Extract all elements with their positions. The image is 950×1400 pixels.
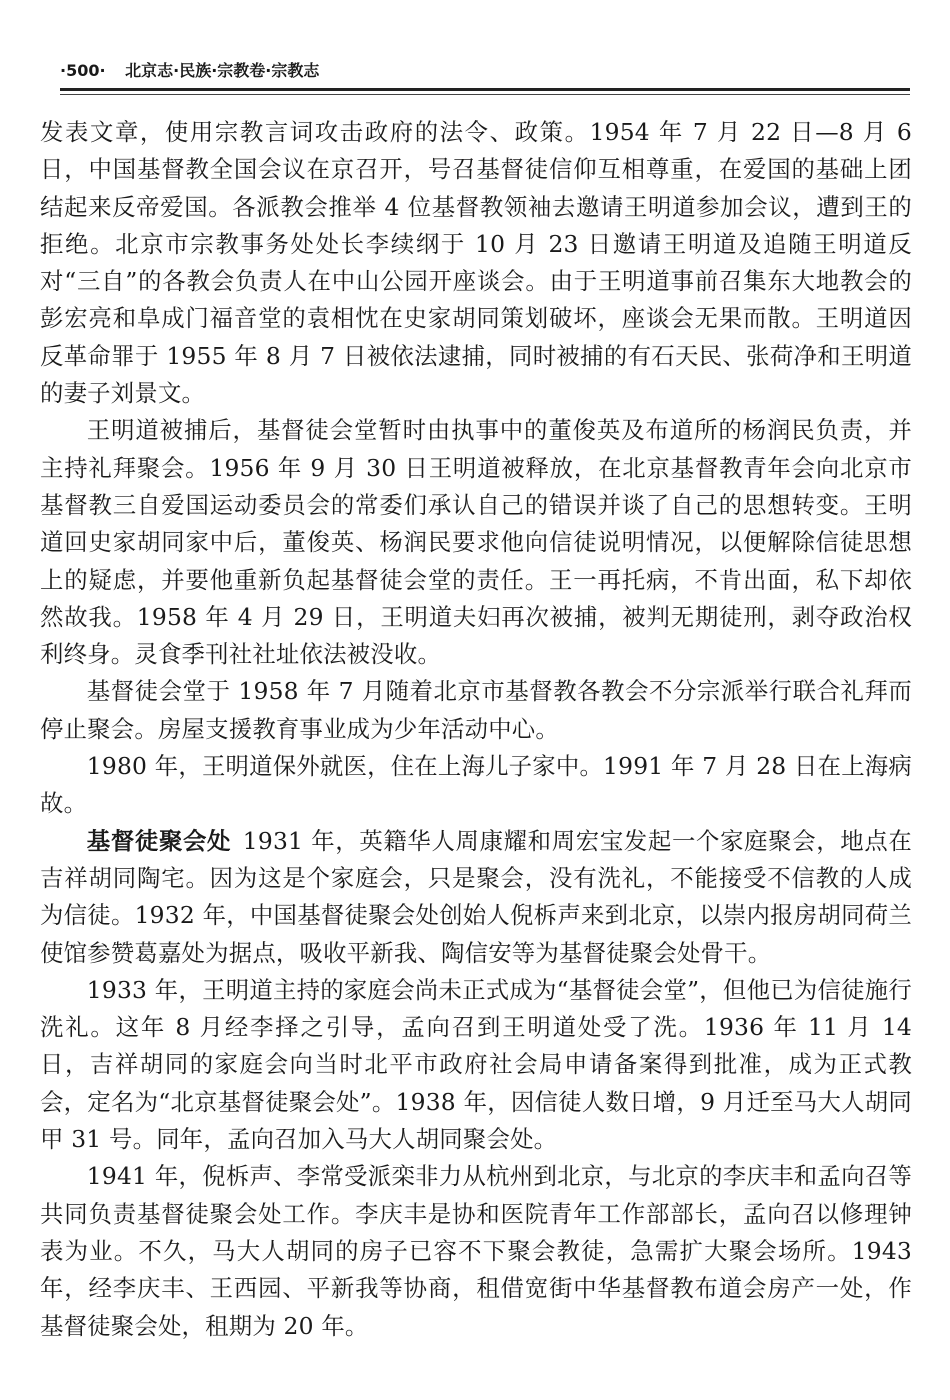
- paragraph-text: 1941 年，倪柝声、李常受派栾非力从杭州到北京，与北京的李庆丰和孟向召等共同负责基督徒聚会处工作。李庆丰是协和医院青年工作部部长，孟向召以修理钟表为业。不久，马大人胡同的房子已容不下聚会教徒，急需扩大聚会场所。1943 年，经李庆丰、王西园、平新我等协商，租借宽街中华基督教布道会房产一处，作基督徒聚会处，租期为 20 年。: [40, 1162, 912, 1340]
- book-title: 北京志·民族·宗教卷·宗教志: [125, 61, 320, 80]
- header-rule-thin: [60, 94, 910, 95]
- paragraph: [40, 972, 912, 1158]
- page-number: ·500·: [60, 61, 106, 80]
- paragraph-with-heading: [40, 823, 912, 972]
- paragraph-text: 基督徒会堂于 1958 年 7 月随着北京市基督教各教会不分宗派举行联合礼拜而停止聚会。房屋支援教育事业成为少年活动中心。: [40, 677, 912, 743]
- paragraph-continued: [40, 114, 912, 412]
- paragraph: [40, 412, 912, 673]
- paragraph-text: 1933 年，王明道主持的家庭会尚未正式成为“基督徒会堂”，但他已为信徒施行洗礼。这年 8 月经李择之引导，孟向召到王明道处受了洗。1936 年 11 月 14 日，吉祥胡同的家庭会向当时北平市政府社会局申请备案得到批准，成为正式教会，定名为“北京基督徒聚会处”。1938 年，因信徒人数日增，9 月迁至马大人胡同甲 31 号。同年，孟向召加入马大人胡同聚会处。: [40, 975, 912, 1154]
- body-text: [40, 114, 912, 1345]
- section-keyword: 基督徒聚会处: [86, 826, 232, 855]
- paragraph-text: 1931 年，英籍华人周康耀和周宏宝发起一个家庭聚会，地点在吉祥胡同陶宅。因为这是个家庭会，只是聚会，没有洗礼，不能接受不信教的人成为信徒。1932 年，中国基督徒聚会处创始人倪柝声来到北京，以崇内报房胡同荷兰使馆参赞葛嘉处为据点，吸收平新我、陶信安等为基督徒聚会处骨干。: [40, 826, 913, 967]
- header-rule-thick: [60, 88, 910, 91]
- paragraph-text: 发表文章，使用宗教言词攻击政府的法令、政策。1954 年 7 月 22 日—8 月 6 日，中国基督教全国会议在京召开，号召基督徒信仰互相尊重，在爱国的基础上团结起来反帝爱国。各派教会推举 4 位基督教领袖去邀请王明道参加会议，遭到王的拒绝。北京市宗教事务处处长李续纲于 10 月 23 日邀请王明道及追随王明道反对“三自”的各教会负责人在中山公园开座谈会。由于王明道事前召集东大地教会的彭宏亮和阜成门福音堂的袁相忱在史家胡同策划破坏，座谈会无果而散。王明道因反革命罪于 1955 年 8 月 7 日被依法逮捕，同时被捕的有石天民、张荷净和王明道的妻子刘景文。: [40, 118, 912, 408]
- paragraph-text: 1980 年，王明道保外就医，住在上海儿子家中。1991 年 7 月 28 日在上海病故。: [40, 752, 912, 818]
- paragraph-text: 王明道被捕后，基督徒会堂暂时由执事中的董俊英及布道所的杨润民负责，并主持礼拜聚会。1956 年 9 月 30 日王明道被释放，在北京基督教青年会向北京市基督教三自爱国运动委员会的常委们承认自己的错误并谈了自己的思想转变。王明道回史家胡同家中后，董俊英、杨润民要求他向信徒说明情况，以便解除信徒思想上的疑虑，并要他重新负起基督徒会堂的责任。王一再托病，不肯出面，私下却依然故我。1958 年 4 月 29 日，王明道夫妇再次被捕，被判无期徒刑，剥夺政治权利终身。灵食季刊社社址依法被没收。: [40, 416, 912, 669]
- paragraph: [40, 673, 912, 748]
- running-header: [60, 58, 910, 88]
- paragraph: [40, 748, 912, 823]
- paragraph: [40, 1158, 912, 1344]
